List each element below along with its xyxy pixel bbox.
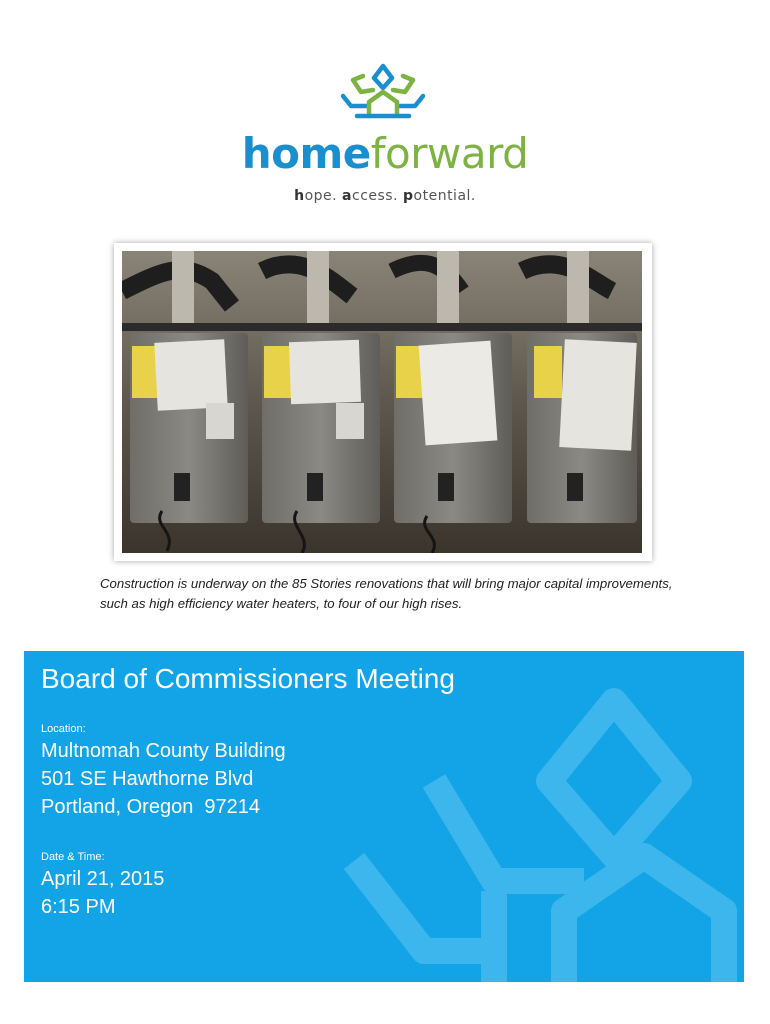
meeting-title: Board of Commissioners Meeting [41,663,455,694]
photo-frame [114,243,652,561]
lotus-house-icon [337,62,429,124]
wordmark-home: home [241,129,371,178]
location-line2: 501 SE Hawthorne Blvd [41,768,254,790]
datetime-label: Date & Time: [41,851,105,863]
location-line1: Multnomah County Building [41,740,286,762]
wordmark-forward: forward [370,129,529,178]
tagline: hope. access. potential. [294,188,476,204]
photo-caption: Construction is underway on the 85 Stories renovations that will bring major capital improvements, such as high efficiency water heaters, to four of our high rises. [100,576,673,611]
water-heaters-photo [122,251,642,553]
location-line3: Portland, Oregon 97214 [41,796,261,818]
homeforward-wordmark [0,124,770,184]
meeting-date: April 21, 2015 [41,868,165,890]
meeting-time: 6:15 PM [41,896,116,918]
meeting-panel [24,651,744,982]
location-label: Location: [41,723,86,735]
